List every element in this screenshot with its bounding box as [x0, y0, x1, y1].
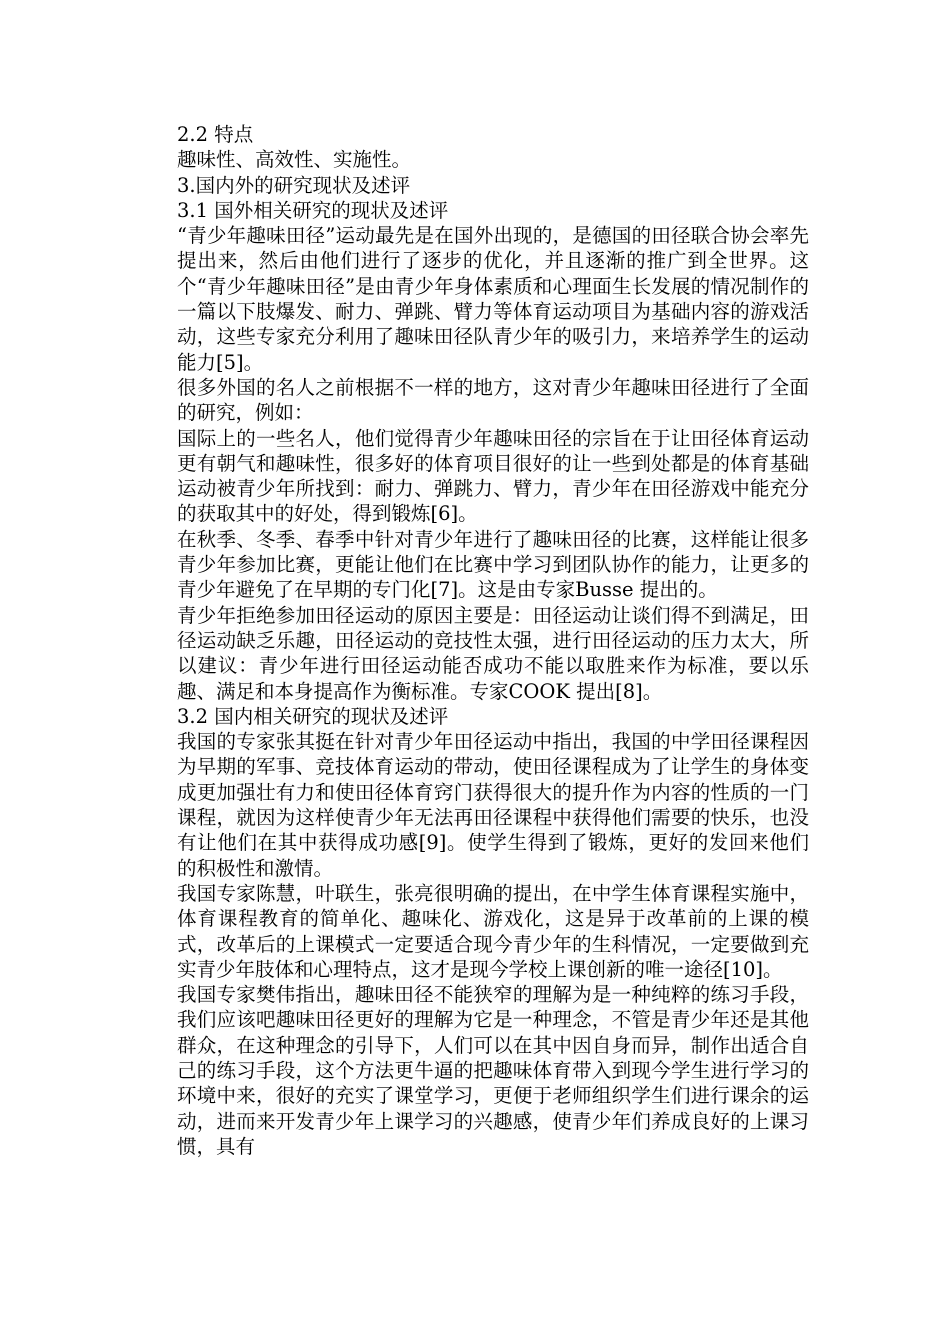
paragraph-cook: 青少年拒绝参加田径运动的原因主要是：田径运动让谈们得不到满足，田径运动缺乏乐趣，田径运动的竞技性太强，进行田径运动的压力太大，所以建议：青少年进行田径运动能否成功不能以取胜来作为标准，要以乐趣、满足和本身提高作为衡标准。专家COOK 提出[8]。 [177, 603, 809, 703]
section-heading-3: 3.国内外的研究现状及述评 [177, 173, 411, 197]
section-heading-2-2: 2.2 特点 [177, 123, 254, 146]
paragraph-zhang-qiting: 我国的专家张其挺在针对青少年田径运动中指出，我国的中学田径课程因为早期的军事、竞技体育运动的带动，使田径课程成为了让学生的身体变成更加强壮有力和使田径体育窍门获得很大的提升作为内容的性质的一门课程，就因为这样使青少年无法再田径课程中获得他们需要的快乐，也没有让他们在其中获得成功感[9]。使学生得到了锻炼，更好的发回来他们的积极性和激情。 [177, 730, 809, 880]
paragraph-foreign-research-intro: 很多外国的名人之前根据不一样的地方，这对青少年趣味田径进行了全面的研究，例如： [177, 375, 809, 425]
section-heading-3-2: 3.2 国内相关研究的现状及述评 [177, 704, 449, 728]
paragraph-foreign-origin: “青少年趣味田径”运动最先是在国外出现的，是德国的田径联合协会率先提出来，然后由他们进行了逐步的优化，并且逐渐的推广到全世界。这个“青少年趣味田径”是由青少年身体素质和心理面生长发展的情况制作的一篇以下肢爆发、耐力、弹跳、臂力等体育运动项目为基础内容的游戏活动，这些专家充分利用了趣味田径队青少年的吸引力，来培养学生的运动能力[5]。 [177, 224, 809, 374]
paragraph-fan-wei: 我国专家樊伟指出，趣味田径不能狭窄的理解为是一种纯粹的练习手段，我们应该吧趣味田径更好的理解为它是一种理念，不管是青少年还是其他群众，在这种理念的引导下，人们可以在其中因自身而异，制作出适合自己的练习手段，这个方法更牛逼的把趣味体育带入到现今学生进行学习的环境中来，很好的充实了课堂学习，更便于老师组织学生们进行课余的运动，进而来开发青少年上课学习的兴趣感，使青少年们养成良好的上课习惯，具有 [177, 983, 809, 1158]
paragraph-features: 趣味性、高效性、实施性。 [177, 148, 412, 172]
paragraph-international-view: 国际上的一些名人，他们觉得青少年趣味田径的宗旨在于让田径体育运动更有朝气和趣味性，很多好的体育项目很好的让一些到处都是的体育基础运动被青少年所找到：耐力、弹跳力、臂力，青少年在田径游戏中能充分的获取其中的好处，得到锻炼[6]。 [177, 426, 809, 526]
paragraph-busse: 在秋季、冬季、春季中针对青少年进行了趣味田径的比赛，这样能让很多青少年参加比赛，更能让他们在比赛中学习到团队协作的能力，让更多的青少年避免了在早期的专门化[7]。这是由专家Busse 提出的。 [177, 527, 809, 602]
section-heading-3-1: 3.1 国外相关研究的现状及述评 [177, 198, 449, 222]
document-page [177, 122, 809, 1159]
paragraph-chen-hui: 我国专家陈慧，叶联生，张亮很明确的提出，在中学生体育课程实施中，体育课程教育的简单化、趣味化、游戏化，这是异于改革前的上课的模式，改革后的上课模式一定要适合现今青少年的生科情况，一定要做到充实青少年肢体和心理特点，这才是现今学校上课创新的唯一途径[10]。 [177, 881, 809, 981]
